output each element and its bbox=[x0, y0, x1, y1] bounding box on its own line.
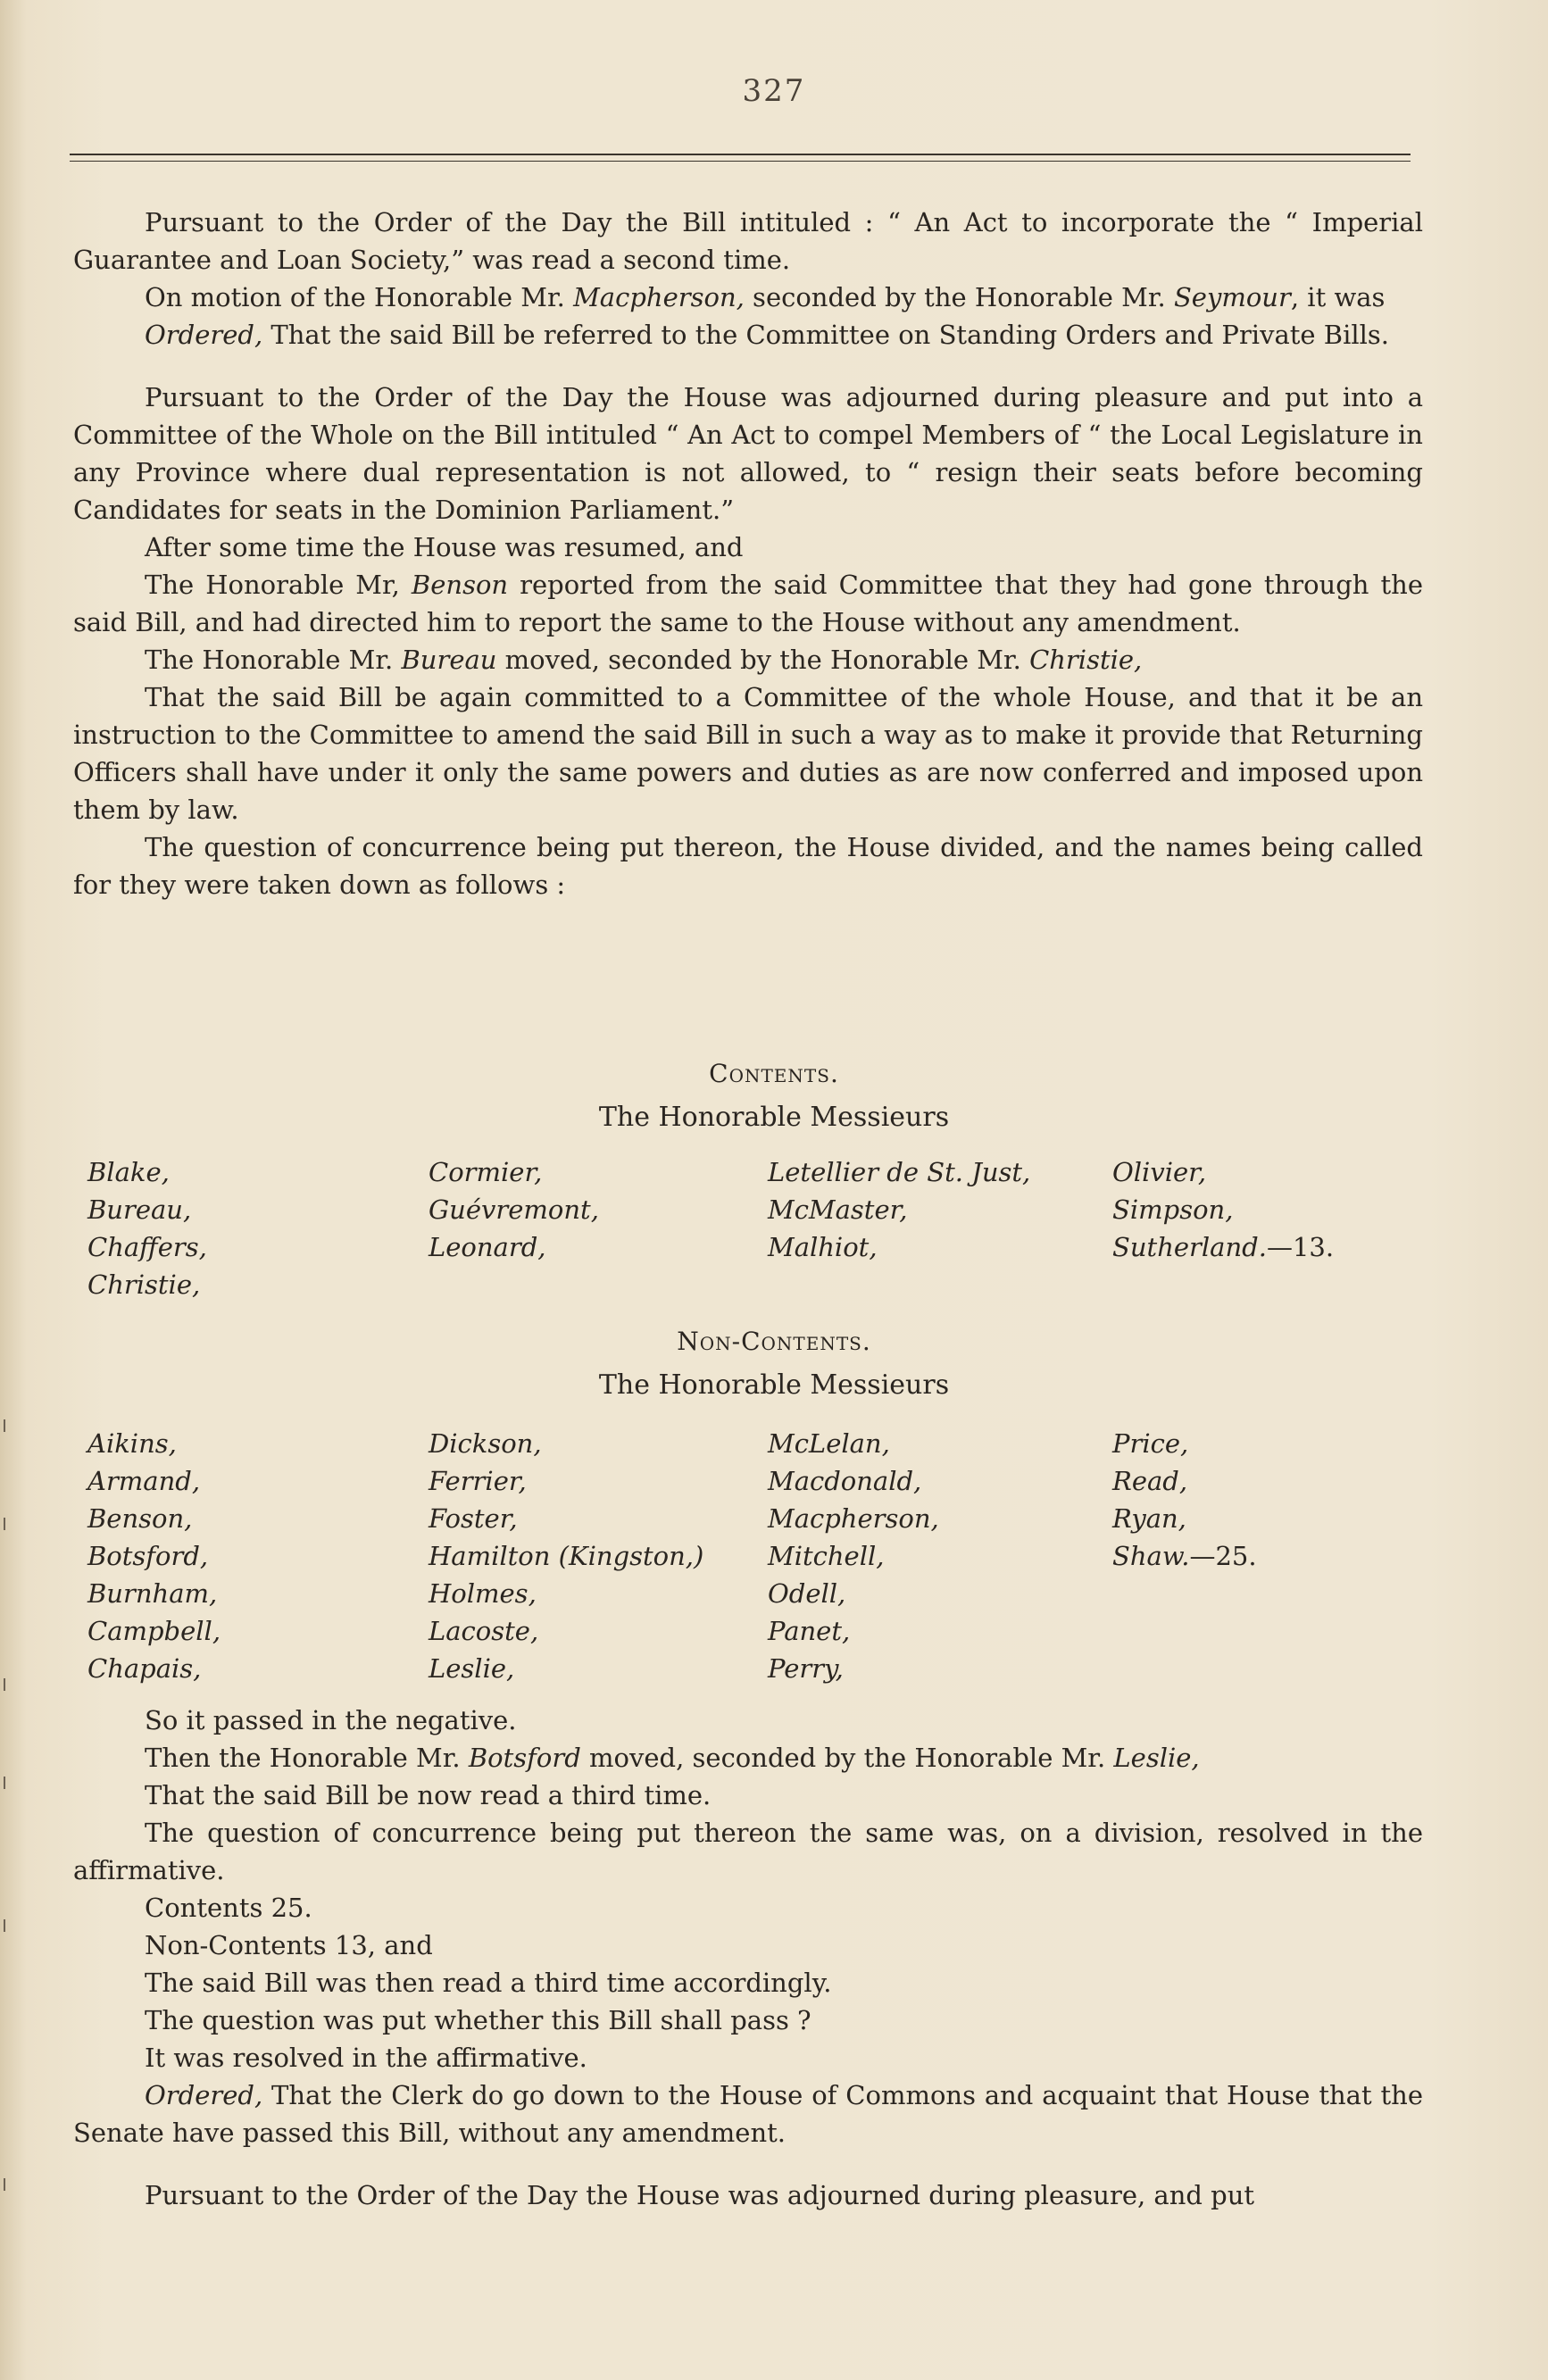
paragraph bbox=[73, 316, 1423, 354]
text-run: The said Bill was then read a third time accordingly. bbox=[145, 1968, 832, 1998]
paragraph bbox=[73, 1814, 1423, 1889]
text-run: Contents 25. bbox=[145, 1893, 312, 1923]
senator-name: Letellier de St. Just, bbox=[768, 1157, 1031, 1187]
header-rule bbox=[70, 154, 1411, 155]
senator-name: McLelan, bbox=[768, 1428, 890, 1459]
senator-name: Burnham, bbox=[87, 1578, 218, 1609]
paragraph bbox=[73, 641, 1423, 678]
senator-name: Read, bbox=[1112, 1466, 1188, 1496]
italic-run: Macpherson, bbox=[573, 282, 745, 312]
gutter-mark bbox=[4, 1518, 12, 1530]
gutter-mark bbox=[4, 2178, 12, 2191]
senator-name: McMaster, bbox=[768, 1194, 908, 1225]
non-contents-column bbox=[429, 1425, 703, 1687]
gutter-mark bbox=[4, 1919, 12, 1932]
senator-name: Guévremont, bbox=[429, 1194, 599, 1225]
senator-name: Dickson, bbox=[429, 1428, 542, 1459]
senator-name: Campbell, bbox=[87, 1616, 221, 1646]
contents-column bbox=[1112, 1153, 1334, 1266]
senator-name: Holmes, bbox=[429, 1578, 537, 1609]
text-run: After some time the House was resumed, and bbox=[145, 532, 744, 562]
text-run: seconded by the Honorable Mr. bbox=[744, 282, 1174, 312]
text-run: Pursuant to the Order of the Day the Bill intituled : “ An Act to incorporate the “ Imperial Guarantee and Loan Society,” was read a second time. bbox=[73, 207, 1423, 275]
contents-column bbox=[768, 1153, 1030, 1266]
senator-name: Macpherson, bbox=[768, 1503, 939, 1534]
text-run: The question of concurrence being put thereon, the House divided, and the names being called for they were taken down as follows : bbox=[73, 832, 1423, 900]
italic-run: Ordered, bbox=[145, 2080, 263, 2110]
paragraph bbox=[73, 1777, 1423, 1814]
paragraph bbox=[73, 828, 1423, 903]
paragraph bbox=[73, 528, 1423, 566]
paragraph bbox=[73, 379, 1423, 528]
text-run: The question was put whether this Bill shall pass ? bbox=[145, 2005, 811, 2035]
senator-name: Botsford, bbox=[87, 1541, 209, 1571]
non-contents-heading: Non-Contents. bbox=[677, 1327, 871, 1356]
text-run: , it was bbox=[1290, 282, 1386, 312]
senator-name: Armand, bbox=[87, 1466, 201, 1496]
senator-name: Christie, bbox=[87, 1269, 201, 1300]
gutter-mark bbox=[4, 1777, 12, 1789]
senator-name: Chaffers, bbox=[87, 1232, 207, 1262]
text-run: That the said Bill be referred to the Committee on Standing Orders and Private Bills. bbox=[262, 320, 1390, 350]
senator-name: Cormier, bbox=[429, 1157, 543, 1187]
gutter-mark bbox=[4, 1419, 12, 1432]
paragraph bbox=[73, 2039, 1423, 2076]
senator-name: Panet, bbox=[768, 1616, 851, 1646]
senator-name: Leonard, bbox=[429, 1232, 546, 1262]
senator-name: Foster, bbox=[429, 1503, 518, 1534]
text-run: Pursuant to the Order of the Day the House was adjourned during pleasure, and put bbox=[145, 2180, 1255, 2210]
senator-name: Macdonald, bbox=[768, 1466, 922, 1496]
contents-subheading: The Honorable Messieurs bbox=[598, 1102, 950, 1133]
text-run: The question of concurrence being put thereon the same was, on a division, resolved in the affirmative. bbox=[73, 1818, 1423, 1885]
italic-run: Bureau bbox=[401, 645, 497, 675]
senator-name: Simpson, bbox=[1112, 1194, 1234, 1225]
header-rule bbox=[70, 161, 1411, 162]
paragraph bbox=[73, 2001, 1423, 2039]
senator-name: Price, bbox=[1112, 1428, 1189, 1459]
paragraph bbox=[73, 204, 1423, 279]
senator-name: Olivier, bbox=[1112, 1157, 1207, 1187]
senator-name: Perry, bbox=[768, 1653, 844, 1684]
paragraph bbox=[73, 1964, 1423, 2001]
text-run: On motion of the Honorable Mr. bbox=[145, 282, 574, 312]
text-run: Pursuant to the Order of the Day the House was adjourned during pleasure and put into a Committee of the Whole on the Bill intituled “ An Act to compel Members of “ the Local Legislature in any Province where dual representation is not allowed, to “ resign their seats before becoming Candidates for seats in the Dominion Parliament.” bbox=[73, 382, 1423, 525]
non-contents-column bbox=[1112, 1425, 1257, 1575]
paragraph bbox=[73, 2176, 1423, 2214]
italic-run: Christie, bbox=[1029, 645, 1143, 675]
italic-run: Botsford bbox=[468, 1743, 581, 1773]
paragraph bbox=[73, 2076, 1423, 2151]
paragraph bbox=[73, 1739, 1423, 1777]
senator-name: Mitchell, bbox=[768, 1541, 885, 1571]
paragraph bbox=[73, 279, 1423, 316]
senator-name: Bureau, bbox=[87, 1194, 192, 1225]
contents-column bbox=[87, 1153, 207, 1303]
senator-name: Malhiot, bbox=[768, 1232, 878, 1262]
text-run: So it passed in the negative. bbox=[145, 1705, 517, 1735]
paragraph bbox=[73, 678, 1423, 828]
paragraph bbox=[73, 1889, 1423, 1926]
page-number: 327 bbox=[742, 73, 806, 109]
text-run: moved, seconded by the Honorable Mr. bbox=[496, 645, 1030, 675]
text-run: The Honorable Mr. bbox=[145, 645, 402, 675]
gutter-mark bbox=[4, 1678, 12, 1691]
senator-name: Odell, bbox=[768, 1578, 846, 1609]
senator-name: Ferrier, bbox=[429, 1466, 527, 1496]
senator-name: Aikins, bbox=[87, 1428, 177, 1459]
italic-run: Seymour bbox=[1173, 282, 1291, 312]
text-run: moved, seconded by the Honorable Mr. bbox=[580, 1743, 1114, 1773]
senator-name: Chapais, bbox=[87, 1653, 202, 1684]
text-run: Non-Contents 13, and bbox=[145, 1930, 433, 1960]
senator-name: Hamilton (Kingston,) bbox=[429, 1541, 704, 1571]
contents-column bbox=[429, 1153, 599, 1266]
non-contents-column bbox=[768, 1425, 939, 1687]
contents-heading: Contents. bbox=[709, 1059, 839, 1088]
non-contents-column bbox=[87, 1425, 221, 1687]
italic-run: Leslie, bbox=[1113, 1743, 1200, 1773]
paragraph-gap bbox=[73, 2151, 1423, 2176]
non-contents-subheading: The Honorable Messieurs bbox=[598, 1369, 950, 1401]
senator-name: Sutherland.—13. bbox=[1112, 1232, 1335, 1262]
text-run: That the said Bill be again committed to a Committee of the whole House, and that it be an instruction to the Committee to amend the said Bill in such a way as to make it provide that Returning Officers shall have under it only the same powers and duties as are now conferred and imposed upon them by law. bbox=[73, 682, 1423, 825]
italic-run: Ordered, bbox=[145, 320, 263, 350]
body-text-bottom bbox=[73, 1702, 1423, 2214]
senator-name: Shaw.—25. bbox=[1112, 1541, 1257, 1571]
senator-name: Leslie, bbox=[429, 1653, 515, 1684]
paragraph bbox=[73, 1702, 1423, 1739]
paragraph-gap bbox=[73, 354, 1423, 379]
text-run: reported from the said Committee that they had gone through the said Bill, and had directed him to report the same to the House without any amendment. bbox=[73, 570, 1423, 637]
senator-name: Lacoste, bbox=[429, 1616, 539, 1646]
paragraph bbox=[73, 1926, 1423, 1964]
text-run: The Honorable Mr, bbox=[145, 570, 412, 600]
senator-name: Benson, bbox=[87, 1503, 193, 1534]
body-text-top bbox=[73, 204, 1423, 903]
text-run: Then the Honorable Mr. bbox=[145, 1743, 469, 1773]
vote-tally: —13. bbox=[1266, 1232, 1335, 1262]
text-run: That the said Bill be now read a third time. bbox=[145, 1780, 712, 1810]
paragraph bbox=[73, 566, 1423, 641]
senator-name: Blake, bbox=[87, 1157, 170, 1187]
text-run: That the Clerk do go down to the House of Commons and acquaint that House that the Senate have passed this Bill, without any amendment. bbox=[73, 2080, 1423, 2148]
vote-tally: —25. bbox=[1189, 1541, 1257, 1571]
text-run: It was resolved in the affirmative. bbox=[145, 2043, 587, 2073]
italic-run: Benson bbox=[411, 570, 509, 600]
senator-name: Ryan, bbox=[1112, 1503, 1186, 1534]
